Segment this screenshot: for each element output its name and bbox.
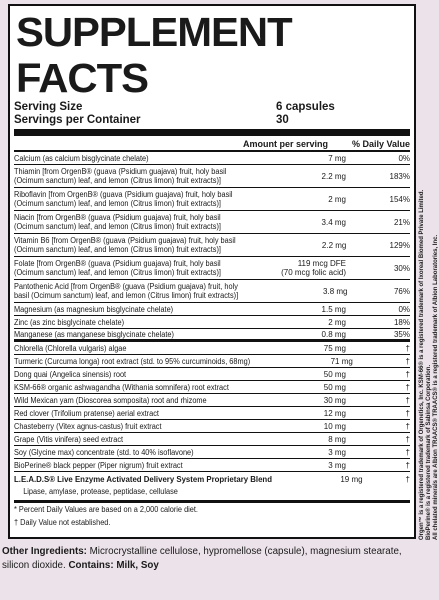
nutrient-amount-line: 2.2 mg [321,171,346,181]
nutrient-dv: 76% [393,286,410,296]
nutrient-name-line: Magnesium (as magnesium bisglycinate chelate) [14,304,174,314]
trademark-notes [419,120,437,540]
nutrient-amount-line: 3.8 mg [323,286,348,296]
contains-label: Contains: Milk, Soy [68,560,159,571]
servings-per-container-label: Servings per Container [14,114,141,126]
supplement-facts-panel [8,4,416,539]
herb-dv: † [405,395,410,405]
nutrient-name-line: Manganese (as manganese bisglycinate chelate) [14,329,174,339]
herb-row [14,420,410,433]
nutrient-name [14,190,235,208]
herb-dv: † [405,356,410,366]
herb-row [14,368,410,381]
herb-row [14,394,410,407]
herb-name: Soy (Glycine max) concentrate (std. to 40% isoflavone) [14,447,194,457]
nutrient-rows [14,152,410,342]
herb-amount: 12 mg [323,408,346,418]
herb-name: Wild Mexican yam (Dioscorea somposita) root and rhizome [14,395,207,405]
nutrient-amount-line: 7 mg [328,153,346,163]
nutrient-row [14,188,410,211]
nutrient-amount-line: 0.8 mg [321,329,346,339]
nutrient-amount [258,287,348,296]
amount-header: Amount per serving [242,138,328,149]
nutrient-dv: 183% [389,171,410,181]
nutrient-amount-line: 1.5 mg [321,304,346,314]
other-ingredients-label: Other Ingredients: [2,546,87,557]
nutrient-amount [254,154,346,163]
nutrient-name-line: (Ocimum sanctum) leaf, and lemon (Citrus limon) fruit extracts)] [14,222,221,231]
herb-name: Turmeric (Curcuma longa) root extract (std. to 95% curcuminoids, 68mg) [14,356,251,366]
serving-size-value: 6 capsules [276,101,335,113]
herb-dv: † [405,369,410,379]
nutrient-amount [254,259,346,277]
nutrient-name-line: Calcium (as calcium bisglycinate chelate) [14,153,149,163]
footnote-dv: * Percent Daily Values are based on a 2,000 calorie diet. [14,505,198,514]
nutrient-name [14,305,235,314]
herb-dv: † [405,343,410,353]
nutrient-name-line: (Ocimum sanctum) leaf, and lemon (Citrus limon) fruit extracts)] [14,176,221,185]
nutrient-dv: 30% [393,263,410,273]
nutrient-row [14,152,410,165]
herb-dv: † [405,447,410,457]
servings-per-container-value: 30 [276,114,289,126]
trademark-line-3: All chelated minerals are Albion TRAACS® TRAACS® is a registered trademark of Albion Laboratories, Inc. [433,234,439,540]
blend-name: L.E.A.D.S® Live Enzyme Activated Delivery System Proprietary Blend [14,473,272,484]
nutrient-name-line: basil (Ocimum sanctum) leaf, and lemon (Citrus limon) fruit extracts)] [14,291,239,300]
nutrient-dv: 0% [398,304,410,314]
nutrient-amount-line: (70 mcg folic acid) [281,268,346,277]
panel-title: SUPPLEMENT FACTS [16,9,292,101]
nutrient-name-line: (Ocimum sanctum) leaf, and lemon (Citrus limon) fruit extracts)] [14,245,221,254]
herb-name: Red clover (Trifolium pratense) aerial extract [14,408,159,418]
nutrient-row [14,329,410,342]
nutrient-dv: 129% [389,240,410,250]
herb-amount: 71 mg [330,356,353,366]
other-ingredients-text: Microcrystalline cellulose, hypromellose (capsule), magnesium stearate, silicon dioxide. [2,546,402,571]
herb-amount: 50 mg [323,369,346,379]
nutrient-name [14,236,236,254]
nutrient-amount [254,195,346,204]
nutrient-name [14,167,235,185]
nutrient-amount-line: 119 mcg DFE [297,259,346,268]
nutrient-amount [254,305,346,314]
nutrient-dv: 0% [398,153,410,163]
footnote-dagger: † Daily Value not established. [14,518,111,527]
blend-ingredients: Lipase, amylase, protease, peptidase, cellulase [23,487,178,496]
herb-row [14,433,410,446]
nutrient-dv: 18% [393,317,410,327]
herb-amount: 75 mg [323,343,346,353]
trademark-line-1: Orgen™ is a registered trademark of Orgenetics, Inc. KSM-66® is a registered trademark of Ixoreal Biomed Private Limited. [419,189,425,540]
nutrient-amount-line: 2.2 mg [321,240,347,250]
nutrient-name-line: Folate [from OrgenB® (guava (Psidium guajava) fruit, holy basil [14,259,221,268]
other-ingredients [2,545,422,573]
nutrient-row [14,280,410,303]
nutrient-name-line: Vitamin B6 [from OrgenB® (guava (Psidium guajava) fruit, holy basil [14,236,236,245]
herb-dv: † [405,434,410,444]
nutrient-amount-line: 2 mg [328,317,346,327]
herb-dv: † [405,421,410,431]
nutrient-name-line: Riboflavin [from OrgenB® (guava (Psidium guajava) fruit, holy basil [14,190,233,199]
nutrient-name-line: Thiamin [from OrgenB® (guava (Psidium guajava) fruit, holy basil [14,167,227,176]
herb-name: Dong quai (Angelica sinensis) root [14,369,127,379]
nutrient-amount-line: 2 mg [328,194,346,204]
nutrient-dv: 154% [389,194,410,204]
nutrient-amount [254,318,346,327]
thick-divider [14,129,410,136]
herb-name: Grape (Vitis vinifera) seed extract [14,434,124,444]
nutrient-row [14,234,410,257]
nutrient-row [14,165,410,188]
herb-amount: 8 mg [328,434,346,444]
nutrient-amount [254,172,346,181]
nutrient-name [14,282,238,300]
servings-per-container-row [14,114,410,127]
nutrient-name [14,330,235,339]
serving-size-label: Serving Size [14,101,83,113]
nutrient-dv: 21% [393,217,410,227]
nutrient-amount-line: 3.4 mg [321,217,346,227]
nutrient-name [14,154,235,163]
column-header [14,137,410,152]
serving-size-row [14,101,410,114]
nutrient-row [14,316,410,329]
herb-name: Chlorella (Chlorella vulgaris) algae [14,343,127,353]
herb-row [14,446,410,459]
nutrient-row [14,257,410,280]
herb-rows [14,342,410,472]
nutrient-amount [255,241,346,250]
herb-amount: 3 mg [328,447,346,457]
herb-dv: † [405,408,410,418]
herb-amount: 50 mg [323,382,346,392]
blend-dv: † [405,474,410,484]
herb-row [14,381,410,394]
nutrient-name-line: Niacin [from OrgenB® (guava (Psidium guajava) fruit, holy basil [14,213,221,222]
herb-amount: 3 mg [328,460,346,470]
herb-row [14,459,410,472]
herb-dv: † [405,460,410,470]
nutrient-name-line: Zinc (as zinc bisglycinate chelate) [14,317,125,327]
herb-name: Chasteberry (Vitex agnus-castus) fruit extract [14,421,162,431]
nutrient-row [14,211,410,234]
herb-row [14,355,410,368]
herb-name: BioPerine® black pepper (Piper nigrum) fruit extract [14,460,183,470]
nutrient-name-line: (Ocimum sanctum) leaf, and lemon (Citrus limon) fruit extracts)] [14,268,221,277]
trademark-line-2: BioPerine® is a registered trademark of Sabinsa Corporation. [426,364,432,540]
nutrient-amount [254,218,346,227]
herb-amount: 30 mg [323,395,346,405]
nutrient-name [14,213,235,231]
herb-dv: † [405,382,410,392]
dv-header: % Daily Value [351,138,410,149]
herb-amount: 10 mg [323,421,346,431]
nutrient-dv: 35% [393,329,410,339]
herb-row [14,407,410,420]
nutrient-name [14,318,235,327]
herb-row [14,342,410,355]
blend-amount: 19 mg [340,474,363,484]
nutrient-row [14,303,410,316]
herb-name: KSM-66® organic ashwagandha (Withania somnifera) root extract [14,382,229,392]
nutrient-name-line: (Ocimum sanctum) leaf, and lemon (Citrus limon) fruit extracts)] [14,199,221,208]
nutrient-name-line: Pantothenic Acid [from OrgenB® (guava (Psidium guajava) fruit, holy [14,282,238,291]
nutrient-name [14,259,235,277]
blend-row [14,472,410,486]
nutrient-amount [254,330,346,339]
